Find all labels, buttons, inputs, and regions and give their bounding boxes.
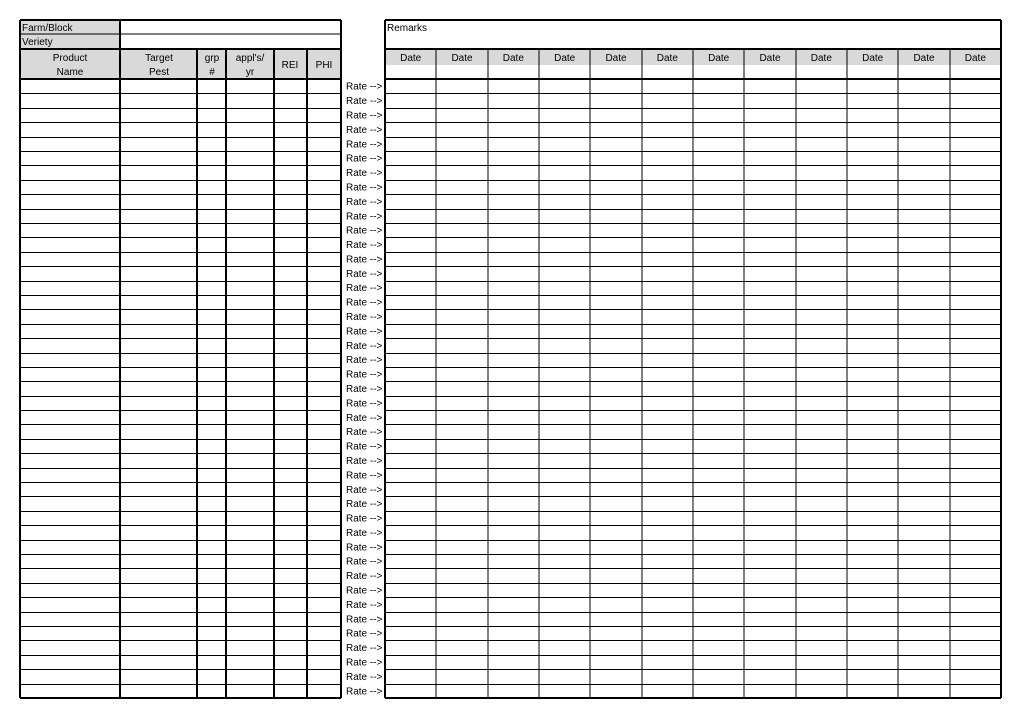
header-target-line1: Target <box>145 53 173 64</box>
rate-label: Rate --> <box>346 384 383 395</box>
header-product-line1: Product <box>52 53 88 64</box>
rate-label: Rate --> <box>346 240 383 252</box>
rate-label: Rate --> <box>346 499 383 511</box>
rate-label: Rate --> <box>346 124 383 136</box>
rate-label: Rate --> <box>346 297 383 309</box>
rate-label: Rate --> <box>346 153 383 165</box>
rate-label: Rate --> <box>346 182 383 194</box>
rate-label: Rate --> <box>346 599 383 611</box>
remarks-label: Remarks <box>387 23 428 34</box>
rate-label: Rate --> <box>346 671 383 683</box>
date-header-label: Date <box>502 53 524 64</box>
header-product-line2: Name <box>56 67 84 78</box>
rate-label: Rate --> <box>346 527 383 539</box>
rate-label: Rate --> <box>346 96 383 108</box>
rate-label: Rate --> <box>346 455 383 467</box>
header-appls-line2: yr <box>245 67 255 78</box>
date-header-label: Date <box>708 53 730 64</box>
date-header-label: Date <box>605 53 627 64</box>
rate-label: Rate --> <box>346 355 383 367</box>
header-grp-line2: # <box>209 67 215 78</box>
header-rei: REI <box>281 60 299 71</box>
rate-label: Rate --> <box>346 470 383 482</box>
header-target-line2: Pest <box>148 67 170 78</box>
rate-label: Rate --> <box>346 254 383 266</box>
rate-label: Rate --> <box>346 398 383 410</box>
rate-label: Rate --> <box>346 196 383 208</box>
rate-label: Rate --> <box>346 686 383 698</box>
variety-label: Veriety <box>22 37 53 48</box>
rate-labels <box>346 82 383 698</box>
rate-label: Rate --> <box>346 412 383 424</box>
rate-label: Rate --> <box>346 628 383 640</box>
date-header-label: Date <box>759 53 781 64</box>
date-header-label: Date <box>400 53 422 64</box>
rate-label: Rate --> <box>346 225 383 237</box>
rate-label: Rate --> <box>346 110 383 122</box>
rate-label: Rate --> <box>346 427 383 439</box>
rate-label: Rate --> <box>346 340 383 352</box>
rate-label: Rate --> <box>346 571 383 583</box>
rate-label: Rate --> <box>346 657 383 669</box>
header-grp-line1: grp <box>204 53 220 64</box>
rate-label: Rate --> <box>346 542 383 554</box>
header-appls-line1: appl's/ <box>235 53 265 64</box>
rate-label: Rate --> <box>346 283 383 295</box>
rate-label: Rate --> <box>346 139 383 151</box>
rate-label: Rate --> <box>346 268 383 280</box>
rate-label: Rate --> <box>346 211 383 223</box>
rate-label: Rate --> <box>346 585 383 597</box>
date-header-label: Date <box>862 53 884 64</box>
rate-label: Rate --> <box>346 168 383 180</box>
date-header-label: Date <box>810 53 832 64</box>
farm-block-label: Farm/Block <box>22 23 73 34</box>
header-phi: PHI <box>315 60 333 71</box>
rate-label: Rate --> <box>346 441 383 453</box>
rate-label: Rate --> <box>346 614 383 626</box>
date-header-label: Date <box>964 53 986 64</box>
grid-lines <box>20 20 1001 698</box>
rate-label: Rate --> <box>346 81 383 93</box>
rate-label: Rate --> <box>346 513 383 525</box>
date-header-label: Date <box>913 53 935 64</box>
date-header-label: Date <box>656 53 678 64</box>
rate-label: Rate --> <box>346 484 383 496</box>
date-header-label: Date <box>451 53 473 64</box>
rate-label: Rate --> <box>346 326 383 338</box>
rate-label: Rate --> <box>346 556 383 568</box>
rate-label: Rate --> <box>346 369 383 381</box>
date-header-label: Date <box>554 53 576 64</box>
rate-label: Rate --> <box>346 312 383 324</box>
rate-label: Rate --> <box>346 643 383 655</box>
